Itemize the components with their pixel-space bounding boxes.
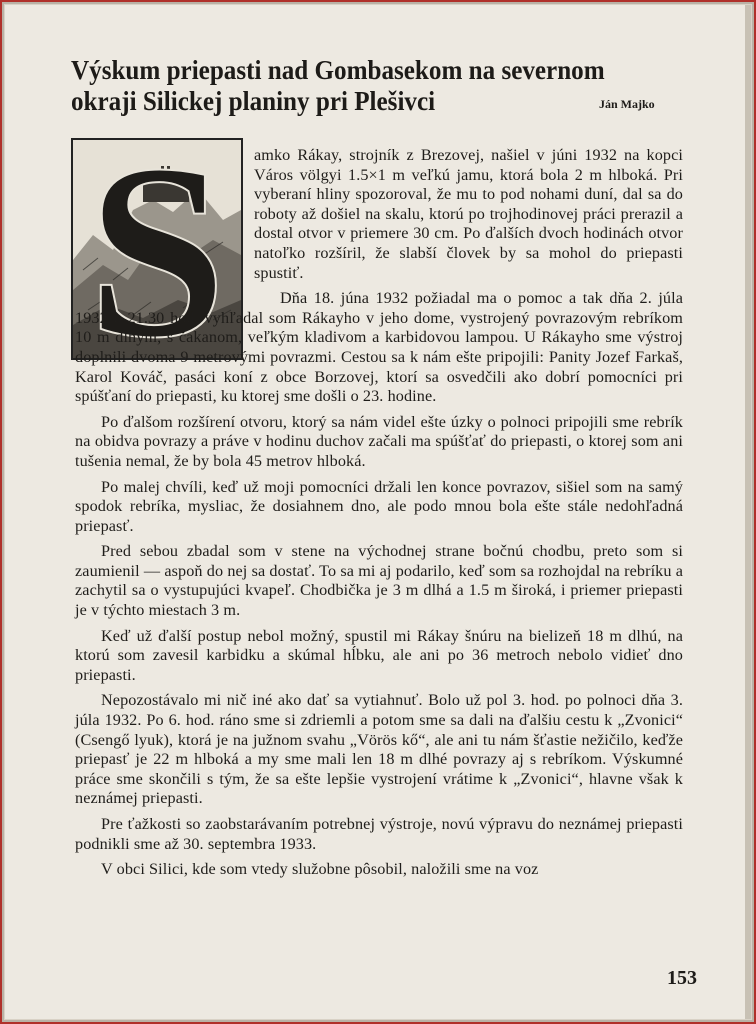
drop-cap-space	[75, 146, 251, 300]
paragraph-5: Pred sebou zbadal som v stene na východnej strane bočnú chodbu, preto som si zaumienil — aspoň do nej sa dostať. To sa mi aj podarilo, keď som sa rozhojdal na rebríku a zachytil sa o vystupujúci kvapeľ. Chodbička je 3 m dlhá a 1.5 m široká, i priemer priepasti je v týchto miestach 3 m.	[75, 542, 683, 620]
article-title	[71, 55, 648, 117]
drop-cap-letter: S	[87, 140, 227, 358]
article-body	[75, 146, 683, 886]
paragraph-3: Po ďalšom rozšírení otvoru, ktorý sa nám videl ešte úzky o polnoci pripojili sme rebrík na obidva povrazy a práve v hodinu duchov začali ma spúšťať do priepasti, o ktorej som ani tušenia nemal, že by bola 45 metrov hlboká.	[75, 412, 683, 470]
paragraph-4: Po malej chvíli, keď už moji pomocníci držali len konce povrazov, sišiel som na samý spodok rebríka, mysliac, že dosiahnem dno, ale podo mnou bola ešte stále nedohľadná priepasť.	[75, 477, 683, 535]
page-edge	[745, 5, 751, 1019]
author-name: Ján Majko	[599, 97, 655, 111]
title-line-1: Výskum priepasti nad Gombasekom na severnom	[71, 55, 605, 85]
paragraph-1: amko Rákay, strojník z Brezovej, našiel v júni 1932 na kopci Város völgyi 1.5×1 m veľkú jamu, ktorá bola 2 m hlboká. Pri vyberaní hliny spozoroval, že mu to pod nohami duní, dal sa do roboty až došiel na skalu, ktorú po trojhodinovej práci prerazil a dostal otvor v priemere 30 cm. Po ďalších dvoch hodinách otvor natoľko rozšíril, že slabší človek by sa mohol do priepasti spustiť.	[254, 146, 683, 282]
page-number: 153	[667, 967, 697, 989]
book-page	[4, 4, 752, 1020]
title-line-2: okraji Silickej planiny pri Plešivci	[71, 86, 436, 116]
paragraph-6: Keď už ďalší postup nebol možný, spustil mi Rákay šnúru na bielizeň 18 m dlhú, na ktorú som zavesil karbidku a skúmal hĺbku, ale ani po 36 metroch nebolo vidieť dno priepasti.	[75, 626, 683, 684]
paragraph-8: Pre ťažkosti so zaobstarávaním potrebnej výstroje, novú výpravu do neznámej priepasti podnikli sme až 30. septembra 1933.	[75, 815, 683, 853]
paragraph-7: Nepozostávalo mi nič iné ako dať sa vytiahnuť. Bolo už pol 3. hod. po polnoci dňa 3. júla 1932. Po 6. hod. ráno sme si zdriemli a potom sme sa dali na ďalšiu cestu k „Zvonici“ (Csengő lyuk), ktorá je na južnom svahu „Vörös kő“, ale ani tu nám šťastie nežičilo, keďže priepasť je 22 m hlboká a my sme mali len 18 m dlhé povrazy aj s rebríkom. Výskumné práce sme skončili s tým, že sa ešte lepšie vystrojení vrátime k „Zvonici“, hlavne však k neznámej priepasti.	[75, 691, 683, 808]
paragraph-2: Dňa 18. júna 1932 požiadal ma o pomoc a tak dňa 2. júla 1932 o 21.30 hod. vyhľadal som Rákayho v jeho dome, vystrojený povrazovým rebríkom 10 m dlhým, s čakanom, veľkým kladivom a karbidovou lampou. U Rákayho sme výstroj doplnili dvoma 9 metrovými povrazmi. Cestou sa k nám ešte pripojili: Panity Jozef Farkaš, Karol Kováč, pasáci koní z obce Borzovej, ktorí sa osvedčili ako dobrí pomocníci pri spúšťaní do priepasti, ku ktorej sme došli o 23. hodine.	[75, 289, 683, 406]
paragraph-9: V obci Silici, kde som vtedy služobne pôsobil, naložili sme na voz	[101, 860, 539, 879]
